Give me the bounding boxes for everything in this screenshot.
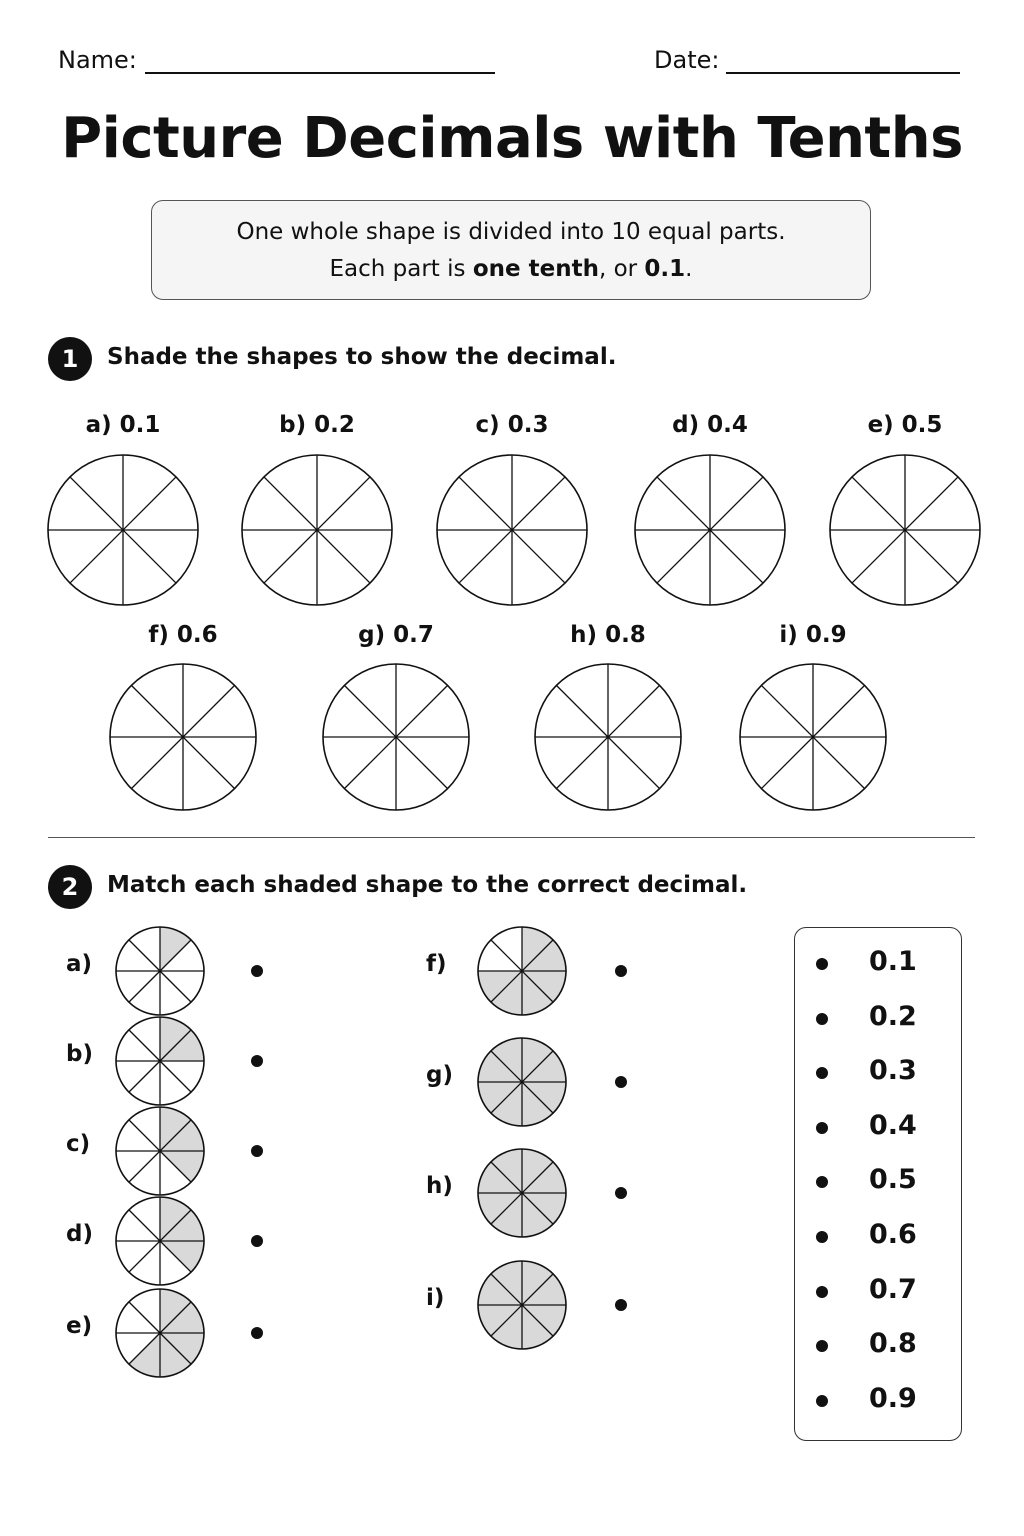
answer-value: 0.6	[869, 1219, 917, 1250]
info-text: Each part is	[329, 256, 473, 282]
shade-circle[interactable]	[321, 662, 471, 812]
match-dot[interactable]	[251, 1327, 263, 1339]
section-1-instruction: Shade the shapes to show the decimal.	[107, 344, 617, 370]
answer-value: 0.8	[869, 1328, 917, 1360]
answer-value: 0.9	[869, 1382, 917, 1414]
shaded-sector	[160, 1241, 204, 1272]
match-dot[interactable]	[251, 965, 263, 977]
shade-item-label: d) 0.4	[672, 412, 748, 438]
step-1-badge: 1	[48, 337, 92, 381]
step-2-badge: 2	[48, 865, 92, 909]
shaded-circle	[476, 1036, 568, 1128]
match-item-label: i)	[426, 1285, 445, 1311]
info-box	[151, 200, 871, 300]
match-item-label: h)	[426, 1173, 453, 1199]
shaded-circle	[114, 1287, 206, 1379]
match-item-label: a)	[66, 951, 93, 977]
match-dot[interactable]	[251, 1055, 263, 1067]
shade-circle[interactable]	[435, 453, 589, 607]
shaded-circle	[114, 1105, 206, 1197]
page-title: Picture Decimals with Tenths	[61, 106, 963, 171]
match-dot[interactable]	[615, 1187, 627, 1199]
shaded-circle	[114, 1015, 206, 1107]
shaded-sector	[160, 1151, 204, 1182]
shaded-sector	[129, 1333, 160, 1377]
shade-circle[interactable]	[828, 453, 982, 607]
match-item-label: f)	[426, 951, 447, 977]
answer-value: 0.3	[869, 1055, 917, 1087]
shaded-circle	[476, 925, 568, 1017]
shaded-sector	[160, 927, 191, 971]
match-dot[interactable]	[615, 1299, 627, 1311]
name-label: Name:	[58, 46, 137, 74]
shade-circle[interactable]	[738, 662, 888, 812]
shade-circle[interactable]	[533, 662, 683, 812]
shade-item-label: i) 0.9	[779, 622, 847, 648]
info-bold-term: one tenth	[472, 256, 599, 282]
section-divider	[48, 837, 975, 838]
answer-value: 0.1	[869, 946, 917, 977]
answer-value: 0.2	[869, 1000, 917, 1032]
info-line-2	[152, 251, 870, 288]
info-text: .	[685, 256, 693, 282]
shade-circle[interactable]	[240, 453, 394, 607]
match-dot[interactable]	[615, 1076, 627, 1088]
shade-item-label: g) 0.7	[358, 622, 434, 648]
shaded-circle	[476, 1259, 568, 1351]
date-field[interactable]	[726, 72, 960, 74]
answer-dot[interactable]	[816, 1013, 828, 1025]
answer-value: 0.4	[869, 1109, 917, 1141]
answer-value: 0.5	[869, 1164, 917, 1196]
answer-dot[interactable]	[816, 1395, 828, 1407]
date-label: Date:	[654, 46, 720, 74]
answer-dot[interactable]	[816, 1122, 828, 1134]
match-item-label: d)	[66, 1221, 93, 1247]
shade-circle[interactable]	[633, 453, 787, 607]
info-text: , or	[598, 256, 645, 282]
shade-circle[interactable]	[108, 662, 258, 812]
answer-dot[interactable]	[816, 1286, 828, 1298]
shade-circle[interactable]	[46, 453, 200, 607]
shade-item-label: b) 0.2	[279, 412, 355, 438]
match-item-label: b)	[66, 1041, 93, 1067]
info-line-1: One whole shape is divided into 10 equal parts.	[236, 219, 786, 245]
match-dot[interactable]	[251, 1145, 263, 1157]
match-item-label: g)	[426, 1062, 453, 1088]
match-dot[interactable]	[251, 1235, 263, 1247]
shade-item-label: a) 0.1	[85, 412, 161, 438]
info-bold-value: 0.1	[644, 256, 686, 282]
name-field[interactable]	[145, 72, 495, 74]
shade-item-label: h) 0.8	[570, 622, 646, 648]
shaded-circle	[114, 925, 206, 1017]
answer-dot[interactable]	[816, 1231, 828, 1243]
shade-item-label: f) 0.6	[148, 622, 218, 648]
shaded-circle	[114, 1195, 206, 1287]
section-2-instruction: Match each shaded shape to the correct decimal.	[107, 872, 748, 898]
answer-dot[interactable]	[816, 958, 828, 970]
shade-item-label: c) 0.3	[475, 412, 549, 438]
answer-value: 0.7	[869, 1273, 917, 1305]
shaded-circle	[476, 1147, 568, 1239]
shade-item-label: e) 0.5	[867, 412, 943, 438]
match-item-label: c)	[66, 1131, 91, 1157]
match-dot[interactable]	[615, 965, 627, 977]
match-item-label: e)	[66, 1313, 93, 1339]
